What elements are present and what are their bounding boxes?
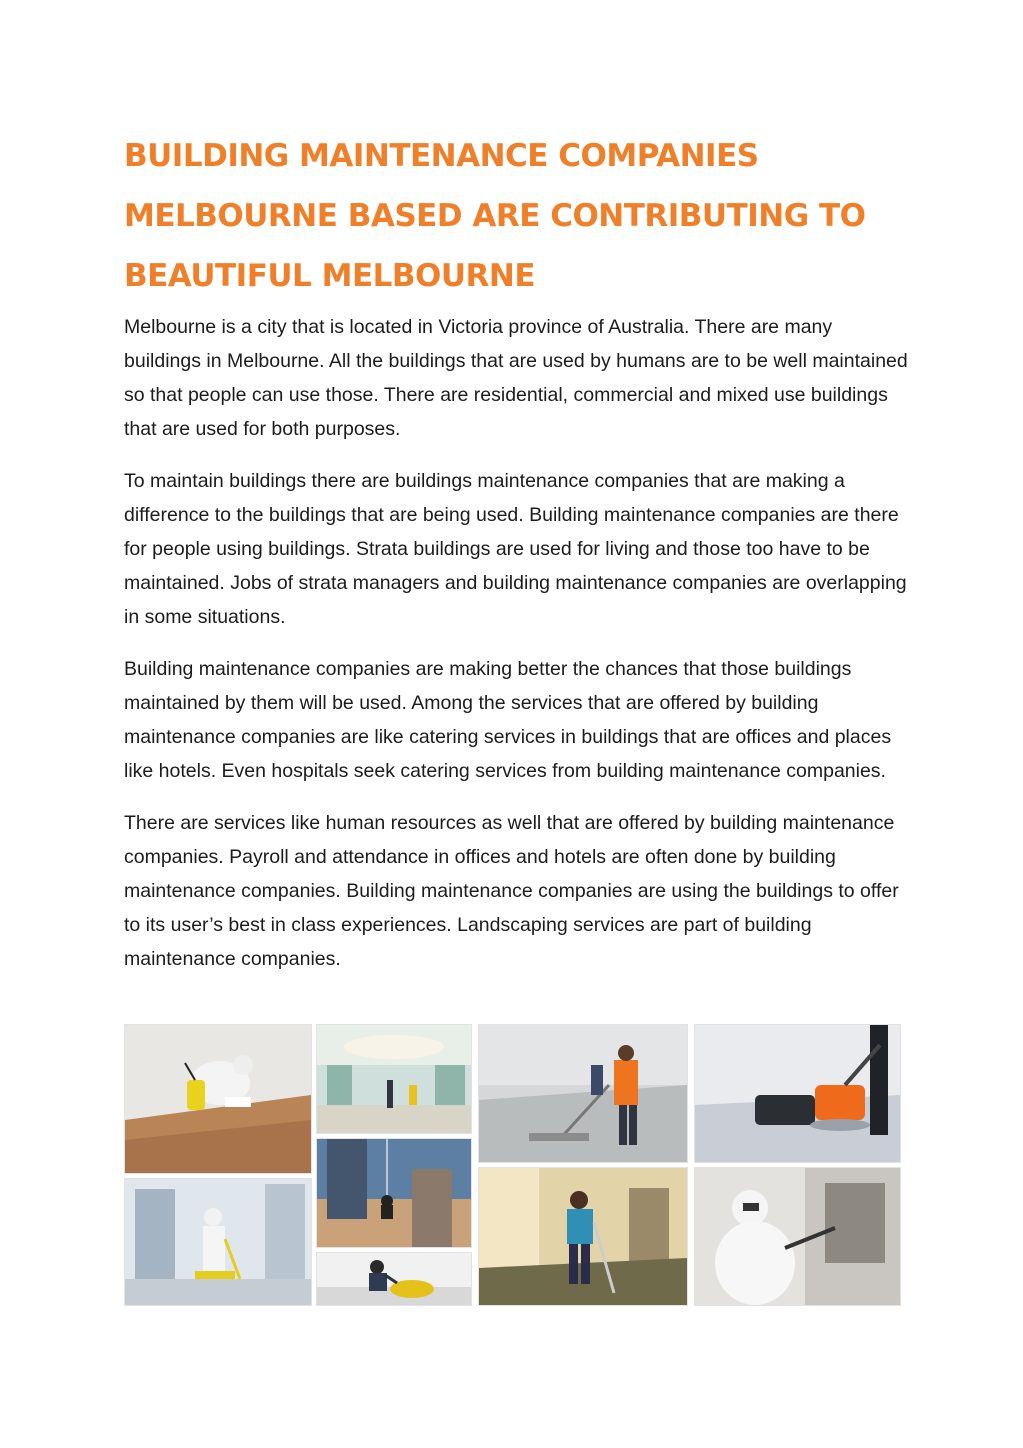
floor-polisher-photo [316, 1252, 472, 1306]
cleaner-in-lab-photo [124, 1178, 312, 1306]
cleaner-in-corridor-photo [478, 1167, 688, 1306]
paragraph-3: Building maintenance companies are making better the chances that those buildings maintained by them will be used. Among the services that are offered by building maintenance companies are like catering services in buildings that are offices and places like hotels. Even hospitals seek catering services from building maintenance companies. [124, 658, 892, 782]
article-body [124, 310, 914, 994]
workers-mopping-floor-photo [478, 1024, 688, 1163]
photo-collage [124, 1024, 899, 1304]
window-cleaner-rappelling-photo [316, 1138, 472, 1248]
hazmat-worker-photo [694, 1167, 901, 1306]
mall-atrium-cleaning-photo [316, 1024, 472, 1134]
worker-spraying-floor-photo [124, 1024, 312, 1174]
article-title: BUILDING MAINTENANCE COMPANIES MELBOURNE BASED ARE CONTRIBUTING TO BEAUTIFUL MELBOURNE [124, 138, 866, 294]
floor-scrubber-machine-photo [694, 1024, 901, 1163]
paragraph-2: To maintain buildings there are buildings maintenance companies that are making a difference to the buildings that are being used. Building maintenance companies are there for people using buildings. Strata buildings are used for living and those too have to be maintained. Jobs of strata managers and building maintenance companies are overlapping in some situations. [124, 470, 907, 628]
paragraph-4: There are services like human resources as well that are offered by building maintenance companies. Payroll and attendance in offices and hotels are often done by building maintenance companies. Building maintenance companies are using the buildings to offer to its user’s best in class experiences. Landscaping services are part of building maintenance companies. [124, 812, 899, 970]
paragraph-1: Melbourne is a city that is located in Victoria province of Australia. There are many buildings in Melbourne. All the buildings that are used by humans are to be well maintained so that people can use those. There are residential, commercial and mixed use buildings that are used for both purposes. [124, 316, 908, 440]
